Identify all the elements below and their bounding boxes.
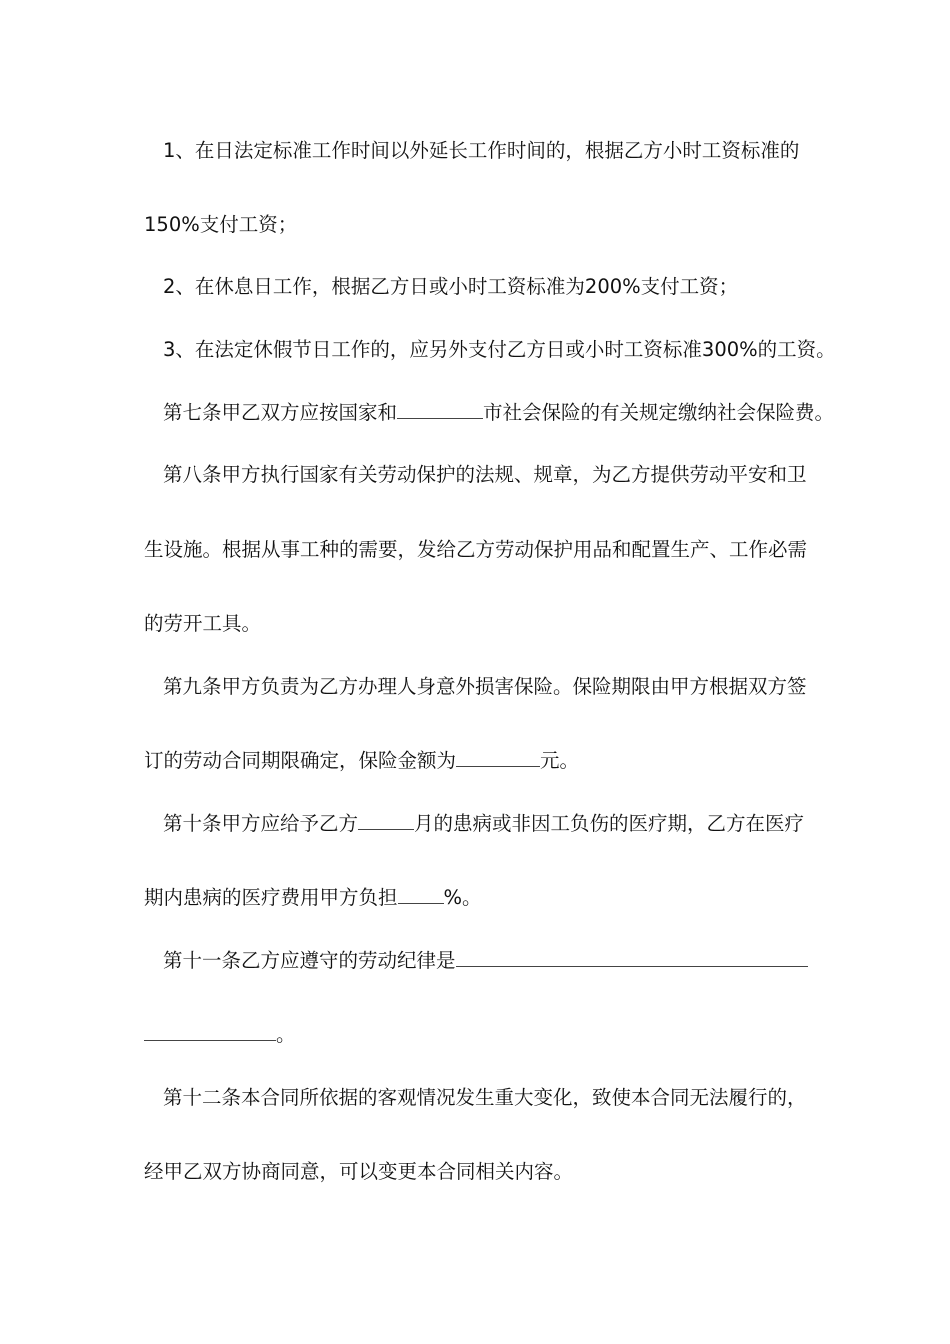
line-text: 150%支付工资； xyxy=(144,213,298,236)
paragraph-line xyxy=(144,885,482,911)
line-text: 市社会保险的有关规定缴纳社会保险费。 xyxy=(483,401,835,424)
paragraph-line xyxy=(144,212,297,238)
fill-in-blank[interactable] xyxy=(398,885,444,904)
fill-in-blank[interactable] xyxy=(456,748,540,767)
paragraph-line xyxy=(163,462,807,488)
line-text: 元。 xyxy=(540,749,580,772)
paragraph-line xyxy=(163,138,799,164)
line-text: %。 xyxy=(443,886,482,909)
line-text: 第九条甲方负责为乙方办理人身意外损害保险。保险期限由甲方根据双方签 xyxy=(163,675,807,698)
paragraph-line xyxy=(144,611,261,637)
line-text: 第十二条本合同所依据的客观情况发生重大变化，致使本合同无法履行的， xyxy=(163,1086,807,1109)
paragraph-line xyxy=(163,948,808,974)
fill-in-blank[interactable] xyxy=(456,948,808,967)
line-text: 第八条甲方执行国家有关劳动保护的法规、规章，为乙方提供劳动平安和卫 xyxy=(163,463,807,486)
line-text: 2、在休息日工作，根据乙方日或小时工资标准为200%支付工资； xyxy=(163,275,739,298)
line-text: 第十一条乙方应遵守的劳动纪律是 xyxy=(163,949,456,972)
paragraph-line xyxy=(144,1022,296,1048)
paragraph-line xyxy=(163,337,836,363)
line-text: 3、在法定休假节日工作的，应另外支付乙方日或小时工资标准300%的工资。 xyxy=(163,338,836,361)
line-text: 期内患病的医疗费用甲方负担 xyxy=(144,886,398,909)
paragraph-line xyxy=(144,537,807,563)
paragraph-line xyxy=(163,674,807,700)
fill-in-blank[interactable] xyxy=(358,811,414,830)
paragraph-line xyxy=(163,1085,807,1111)
fill-in-blank[interactable] xyxy=(397,400,483,419)
paragraph-line xyxy=(163,274,738,300)
line-text: 经甲乙双方协商同意，可以变更本合同相关内容。 xyxy=(144,1160,574,1183)
paragraph-line xyxy=(163,811,804,837)
line-text: 第七条甲乙双方应按国家和 xyxy=(163,401,398,424)
line-text: 的劳开工具。 xyxy=(144,612,262,635)
paragraph-line xyxy=(144,1159,573,1185)
line-text: 1、在日法定标准工作时间以外延长工作时间的，根据乙方小时工资标准的 xyxy=(163,139,800,162)
paragraph-line xyxy=(144,748,579,774)
line-text: 生设施。根据从事工种的需要，发给乙方劳动保护用品和配置生产、工作必需 xyxy=(144,538,808,561)
line-text: 第十条甲方应给予乙方 xyxy=(163,812,359,835)
line-text: 月的患病或非因工负伤的医疗期，乙方在医疗 xyxy=(414,812,805,835)
fill-in-blank[interactable] xyxy=(144,1022,276,1041)
paragraph-line xyxy=(163,400,834,426)
line-text: 订的劳动合同期限确定，保险金额为 xyxy=(144,749,457,772)
line-text: 。 xyxy=(276,1023,296,1046)
